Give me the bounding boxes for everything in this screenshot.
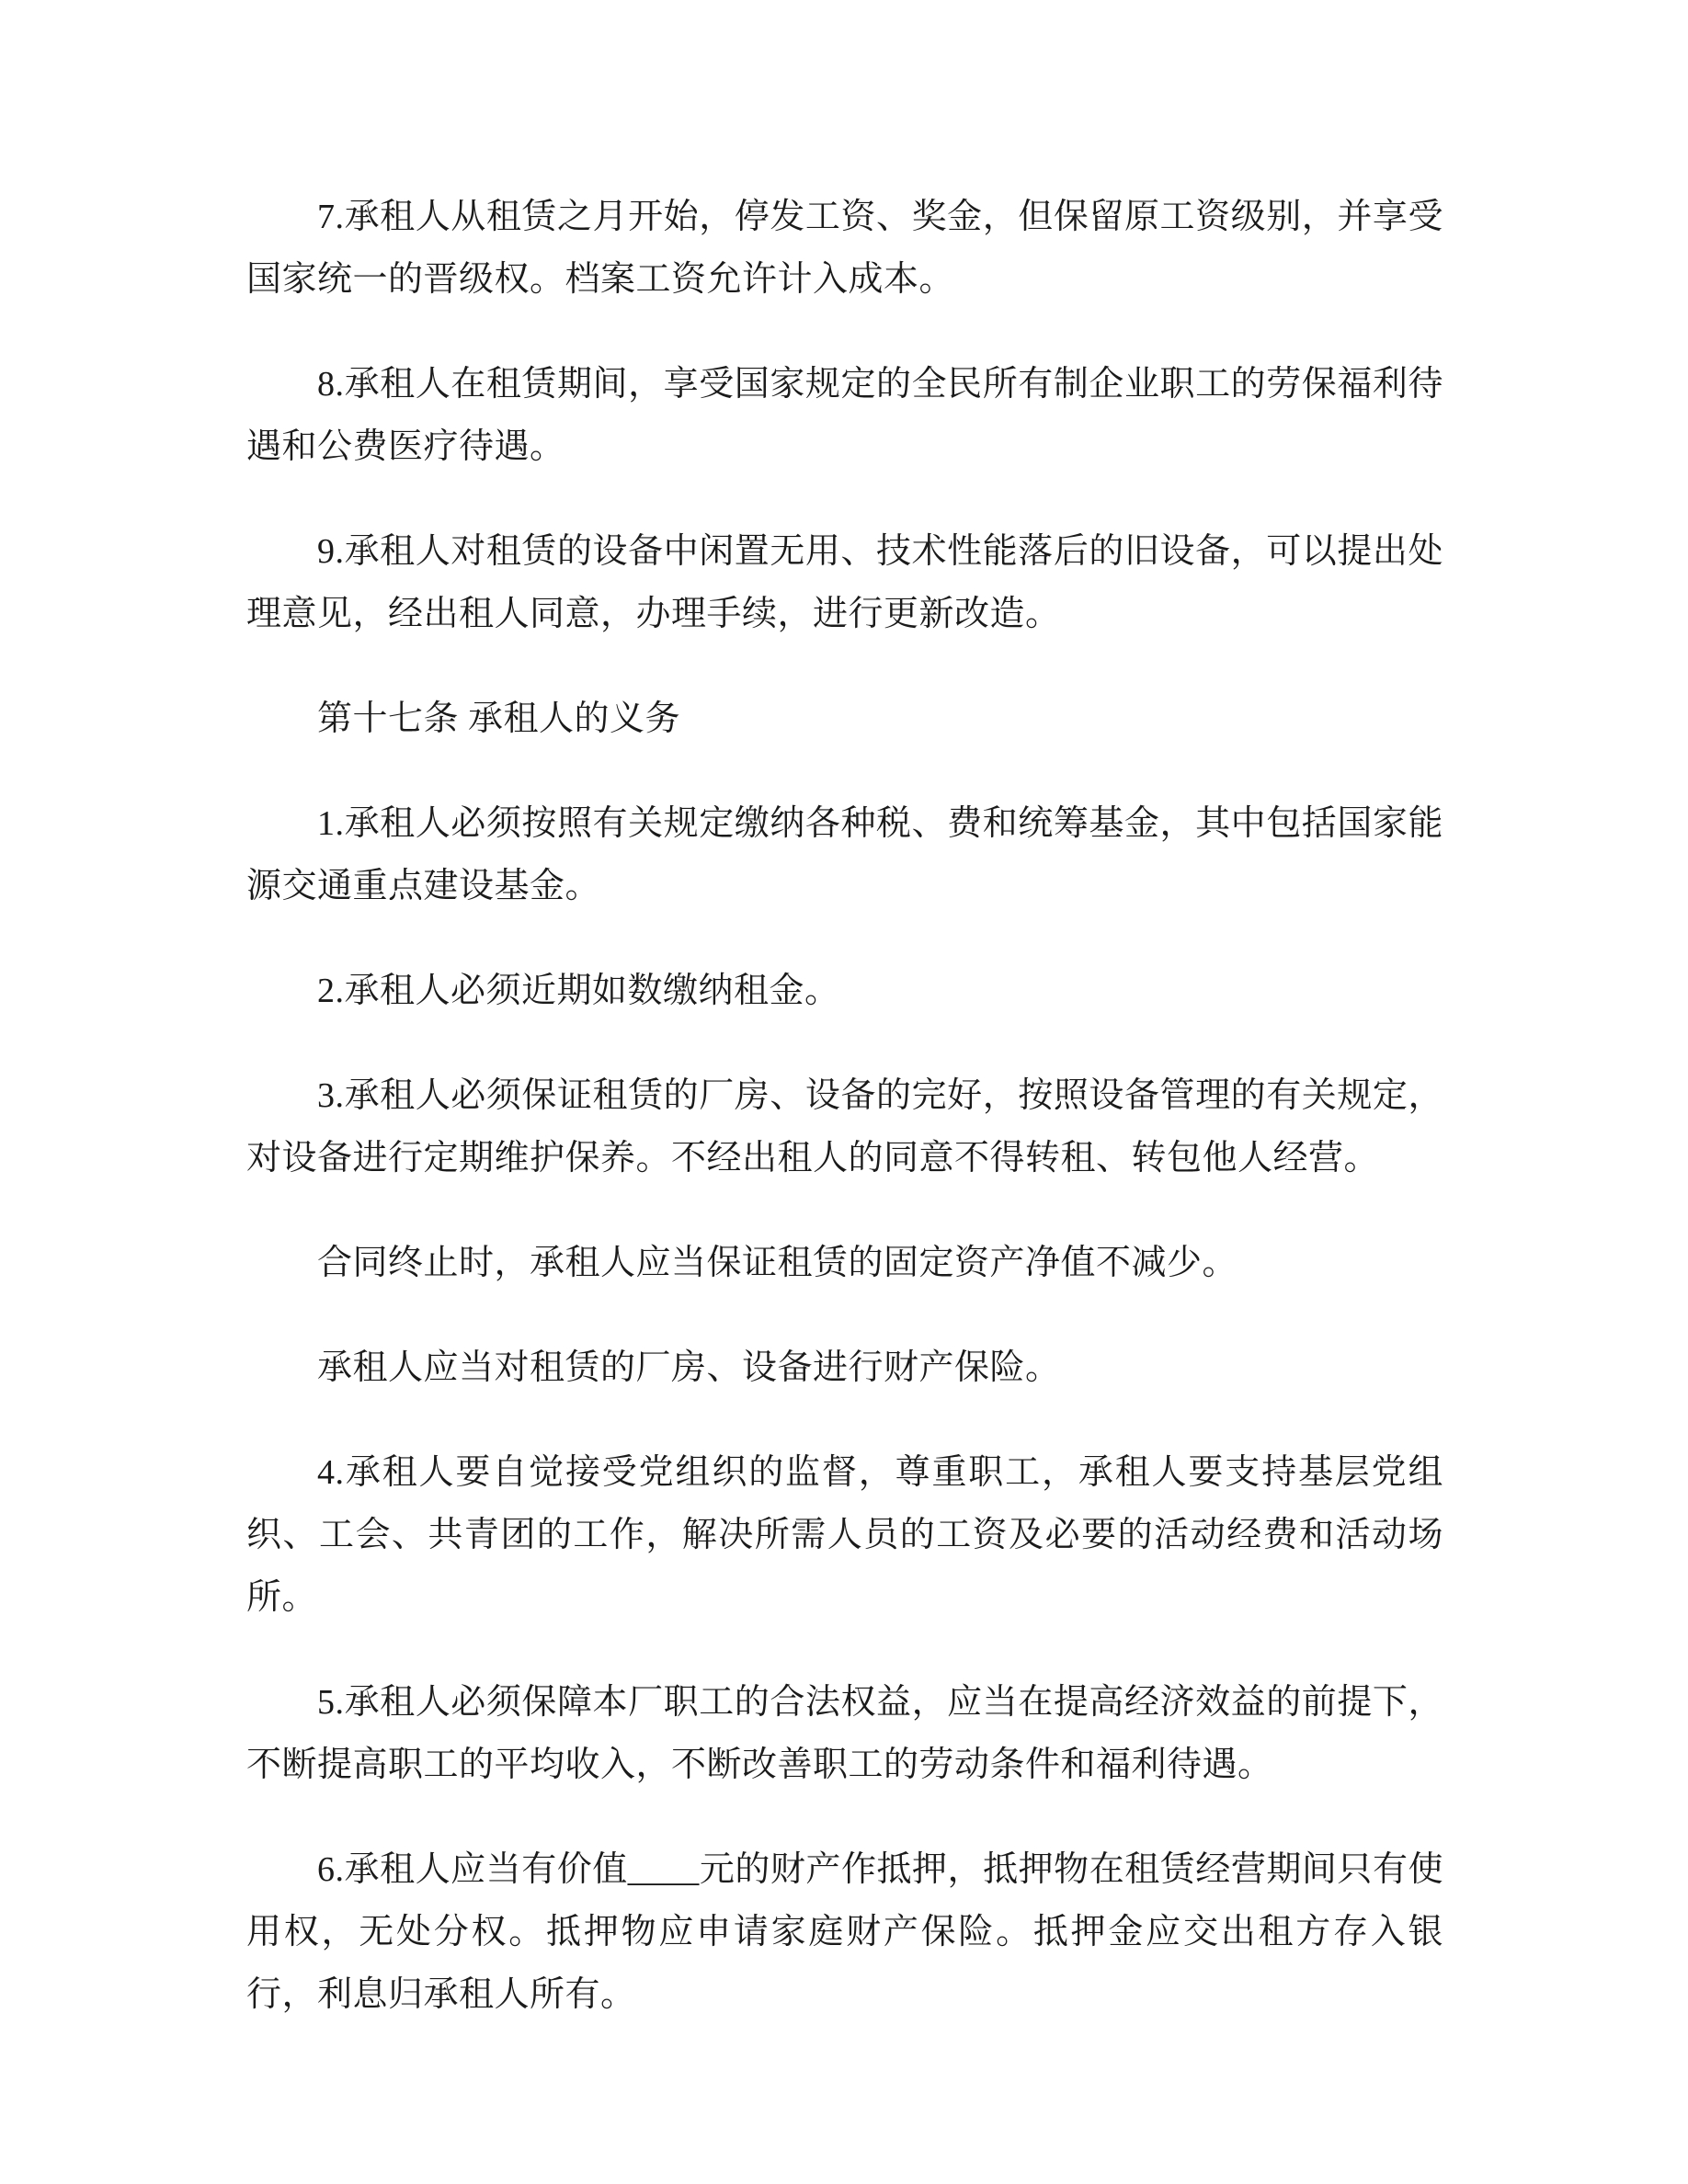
clause-paragraph: 1.承租人必须按照有关规定缴纳各种税、费和统筹基金，其中包括国家能源交通重点建设基金。 bbox=[246, 804, 1443, 905]
clause-paragraph: 2.承租人必须近期如数缴纳租金。 bbox=[317, 972, 840, 1010]
clause-paragraph: 承租人应当对租赁的厂房、设备进行财产保险。 bbox=[317, 1348, 1061, 1387]
clause-paragraph: 9.承租人对租赁的设备中闲置无用、技术性能落后的旧设备，可以提出处理意见，经出租人同意，办理手续，进行更新改造。 bbox=[246, 532, 1443, 633]
clause-paragraph: 6.承租人应当有价值____元的财产作抵押，抵押物在租赁经营期间只有使用权，无处分权。抵押物应申请家庭财产保险。抵押金应交出租方存入银行，利息归承租人所有。 bbox=[246, 1850, 1443, 2014]
clause-paragraph: 8.承租人在租赁期间，享受国家规定的全民所有制企业职工的劳保福利待遇和公费医疗待遇。 bbox=[246, 365, 1443, 466]
section-heading: 第十七条 承租人的义务 bbox=[317, 700, 681, 738]
contract-text-block bbox=[246, 186, 1443, 2026]
clause-paragraph: 5.承租人必须保障本厂职工的合法权益，应当在提高经济效益的前提下，不断提高职工的平均收入，不断改善职工的劳动条件和福利待遇。 bbox=[246, 1683, 1443, 1784]
clause-paragraph: 7.承租人从租赁之月开始，停发工资、奖金，但保留原工资级别，并享受国家统一的晋级权。档案工资允许计入成本。 bbox=[246, 198, 1443, 299]
clause-paragraph: 合同终止时，承租人应当保证租赁的固定资产净值不减少。 bbox=[317, 1244, 1238, 1282]
clause-paragraph: 4.承租人要自觉接受党组织的监督，尊重职工，承租人要支持基层党组织、工会、共青团的工作，解决所需人员的工资及必要的活动经费和活动场所。 bbox=[246, 1453, 1443, 1617]
clause-paragraph: 3.承租人必须保证租赁的厂房、设备的完好，按照设备管理的有关规定，对设备进行定期维护保养。不经出租人的同意不得转租、转包他人经营。 bbox=[246, 1076, 1443, 1177]
